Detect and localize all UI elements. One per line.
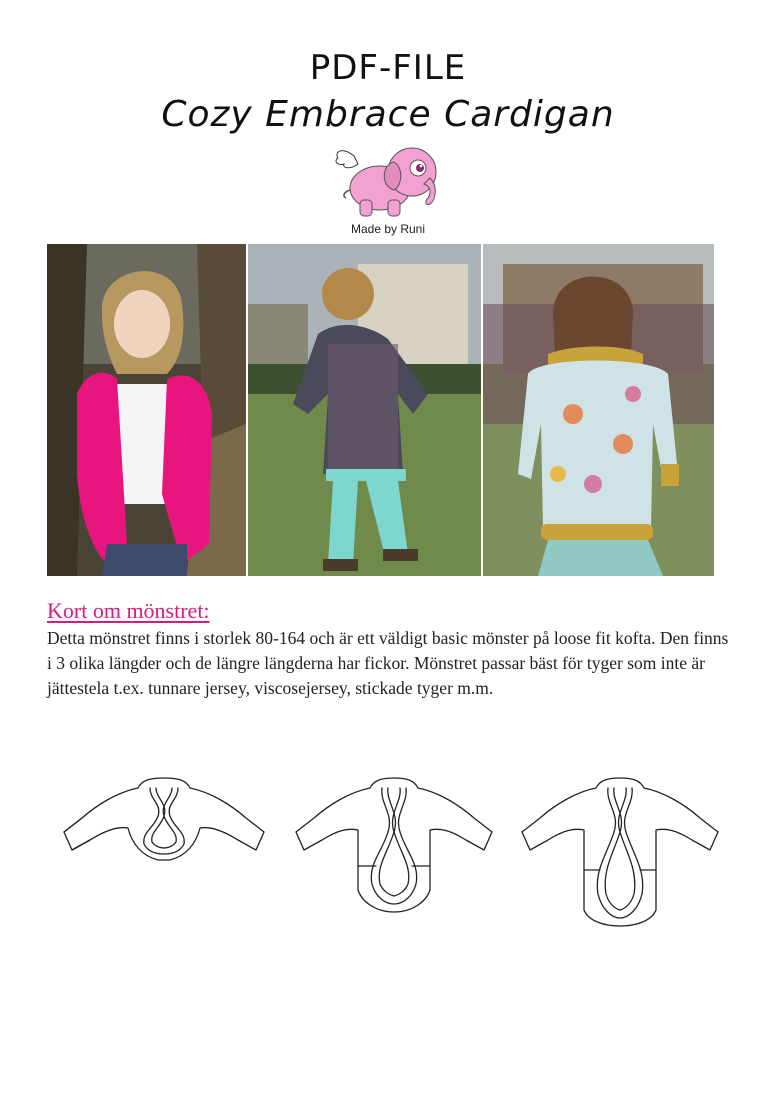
pink-winged-elephant-icon xyxy=(332,138,444,224)
pattern-description: Detta mönstret finns i storlek 80-164 och är ett väldigt basic mönster på loose fit kofta. Den finns i 3 olika längder och de längre längderna har fickor. Mönstret passar bäst för tyger som inte är jättestela t.ex. tunnare jersey, viscosejersey, stickade tyger m.m. xyxy=(47,628,729,698)
girl-pink-cardigan-photo xyxy=(47,244,246,576)
section-title: Kort om mönstret: xyxy=(47,598,210,623)
title-line-1: PDF-FILE xyxy=(309,48,467,88)
pattern-title: Cozy Embrace Cardigan xyxy=(161,94,615,135)
brand-label: Made by Runi xyxy=(350,222,426,236)
child-floral-cardigan-back-photo xyxy=(483,244,714,576)
cardigan-sketch-medium xyxy=(288,770,500,920)
cardigan-sketch-short xyxy=(58,770,270,880)
child-walking-geometric-cardigan-photo xyxy=(248,244,481,576)
cardigan-sketch-long xyxy=(514,770,726,932)
